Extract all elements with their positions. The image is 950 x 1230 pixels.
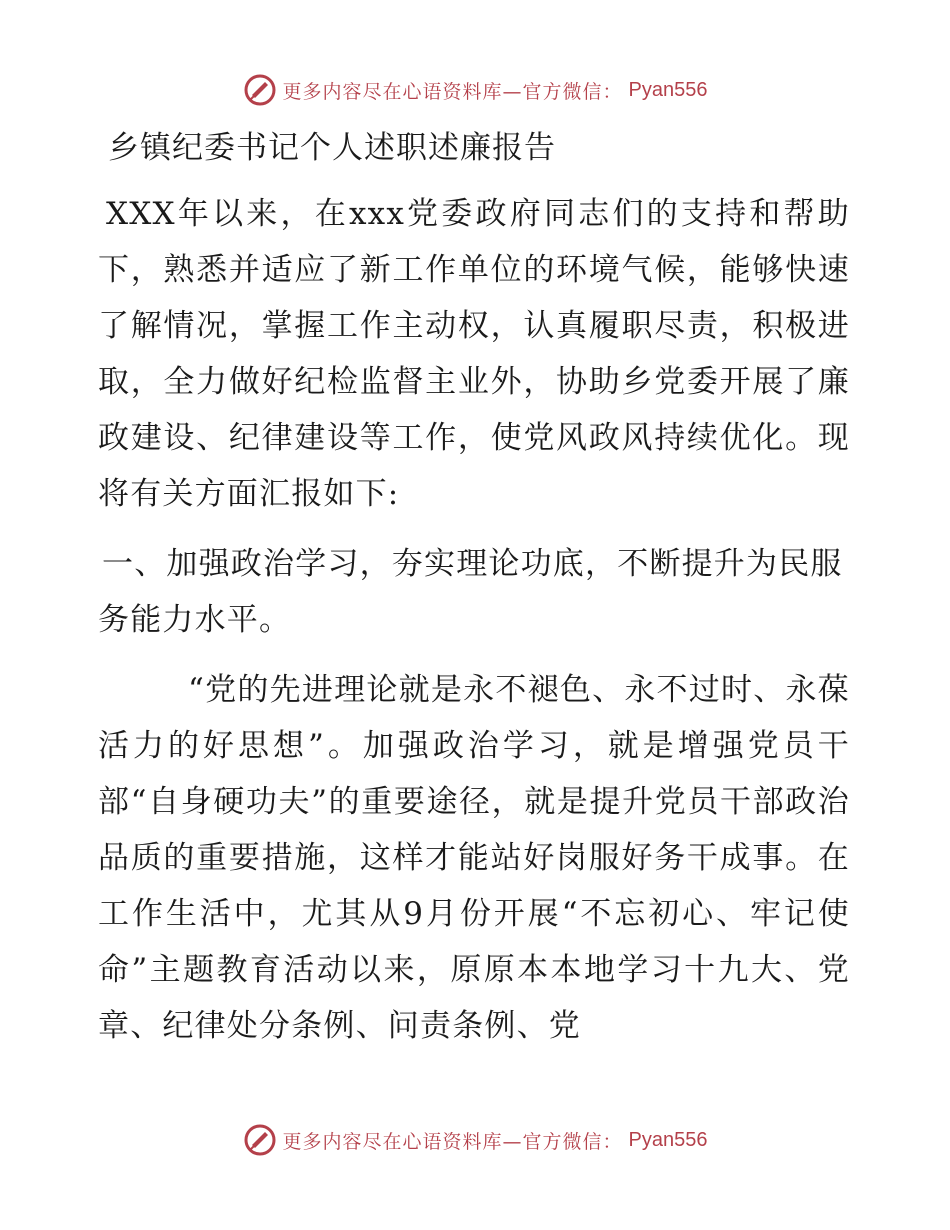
watermark-text: 更多内容尽在心语资料库—官方微信： <box>282 1130 623 1153</box>
watermark-handle: Pyan556 <box>628 1128 708 1151</box>
watermark-banner-top <box>0 70 950 110</box>
section-heading: 一、加强政治学习，夯实理论功底，不断提升为民服务能力水平。 <box>98 546 843 638</box>
document-body <box>98 124 850 1068</box>
watermark-text: 更多内容尽在心语资料库—官方微信： <box>282 80 623 103</box>
document-title: 乡镇纪委书记个人述职述廉报告 <box>108 130 556 166</box>
watermark-banner-bottom <box>0 1120 950 1160</box>
watermark-handle: Pyan556 <box>628 78 708 101</box>
brand-logo-icon <box>243 73 277 107</box>
brand-logo-icon <box>243 1123 277 1157</box>
intro-paragraph: XXX年以来，在xxx党委政府同志们的支持和帮助下，熟悉并适应了新工作单位的环境气候，能够快速了解情况，掌握工作主动权，认真履职尽责，积极进取，全力做好纪检监督主业外，协助乡党委开展了廉政建设、纪律建设等工作，使党风政风持续优化。现将有关方面汇报如下: <box>98 196 850 512</box>
section-paragraph: “党的先进理论就是永不褪色、永不过时、永葆活力的好思想”。加强政治学习，就是增强党员干部“自身硬功夫”的重要途径，就是提升党员干部政治品质的重要措施，这样才能站好岗服好务干成事。在工作生活中，尤其从9月份开展“不忘初心、牢记使命”主题教育活动以来，原原本本地学习十九大、党章、纪律处分条例、问责条例、党 <box>98 672 850 1044</box>
